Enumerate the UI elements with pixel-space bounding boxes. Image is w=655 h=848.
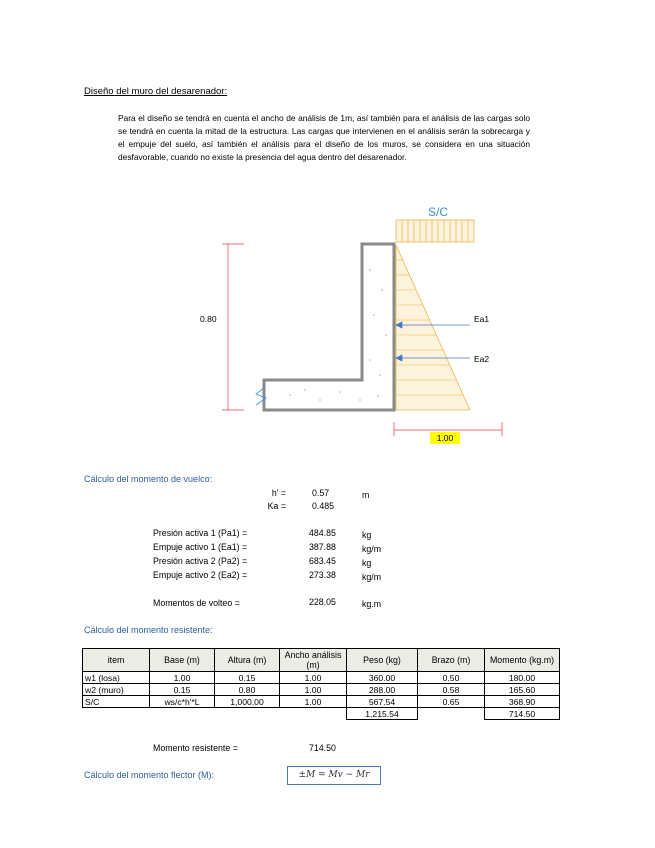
cell: 165.60 [485,684,560,696]
cell: 0.80 [215,684,280,696]
pa1-value: 484.85 [309,528,336,538]
cell: 1.00 [280,672,347,684]
earth-pressure-diagram [396,245,470,410]
cell: 368.90 [485,696,560,708]
sc-label: S/C [427,205,449,219]
table-row [83,684,560,696]
header-peso: Peso (kg) [347,649,418,672]
momento-volteo-label: Momentos de volteo = [153,598,240,608]
retaining-wall [264,244,394,410]
cell: w2 (muro) [83,684,150,696]
cell: 0.65 [418,696,485,708]
header-momento: Momento (kg.m) [485,649,560,672]
cell: S/C [83,696,150,708]
height-label: 0.80 [200,314,217,324]
cell: 0.15 [215,672,280,684]
section-title: Diseño del muro del desarenador: [84,86,228,97]
surcharge-load [396,220,474,242]
h-value: 0.57 [312,488,330,498]
total-peso: 1,215.54 [347,708,418,720]
height-dimension [222,244,244,410]
wall-diagram [190,200,520,450]
resistente-heading: Cálculo del momento resistente: [84,625,213,635]
ea1-label: Ea1 [474,314,490,324]
ea2-label: Ea2 [474,354,490,364]
cell: 1.00 [280,684,347,696]
ea2-unit: kg/m [362,572,382,582]
ea1-value: 387.88 [309,542,336,552]
table-header-row [83,649,560,672]
pa2-value: 683.45 [309,556,336,566]
cell: w1 (losa) [83,672,150,684]
resistente-table [82,648,560,720]
flector-heading: Cálculo del momento flector (M): [84,770,215,780]
cell: 567.54 [347,696,418,708]
header-item: item [83,649,150,672]
description-paragraph: Para el diseño se tendrá en cuenta el ancho de análisis de 1m, así también para el análisis de las cargas solo se tendrá en cuenta la mitad de la estructura. Las cargas que intervienen en el análisis serán la sobrecarga y el empuje del suelo, así también el análisis para el diseño de los muros, se considera en una situación desfavorable, cuando no existe la presencia del agua dentro del desarenador. [118,113,530,162]
ea2-row-label: Empuje activo 2 (Ea2) = [153,570,248,580]
cell: 180.00 [485,672,560,684]
table-row [83,696,560,708]
cell: 0.50 [418,672,485,684]
momento-resistente-label: Momento resistente = [153,743,238,753]
table-row [83,672,560,684]
momento-volteo-value: 228.05 [309,597,336,607]
width-label: 1.00 [436,433,454,443]
table-total-row [83,708,560,720]
header-ancho: Ancho análisis (m) [280,649,347,672]
cell: 360.00 [347,672,418,684]
ea1-unit: kg/m [362,544,382,554]
header-altura: Altura (m) [215,649,280,672]
vuelco-heading: Cálculo del momento de vuelco: [84,474,213,484]
momento-resistente-value: 714.50 [309,743,336,753]
flector-formula: ±M = Mv − Mr [287,766,381,785]
cell: 288.00 [347,684,418,696]
cell: 1,000.00 [215,696,280,708]
header-base: Base (m) [150,649,215,672]
ea2-value: 273.38 [309,570,336,580]
header-brazo: Brazo (m) [418,649,485,672]
ka-value: 0.485 [312,501,335,511]
cell: 0.15 [150,684,215,696]
ea1-row-label: Empuje activo 1 (Ea1) = [153,542,248,552]
total-momento: 714.50 [485,708,560,720]
cell: ws/c*h'*L [150,696,215,708]
h-label: h' = [271,488,286,498]
pa1-unit: kg [362,530,372,540]
pa2-label: Presión activa 2 (Pa2) = [153,556,248,566]
pa1-label: Presión activa 1 (Pa1) = [153,528,248,538]
cell: 0.58 [418,684,485,696]
momento-volteo-unit: kg.m [362,599,382,609]
ka-label: Ka = [267,501,286,511]
cell: 1.00 [280,696,347,708]
h-unit: m [362,490,370,500]
cell: 1.00 [150,672,215,684]
pa2-unit: kg [362,558,372,568]
